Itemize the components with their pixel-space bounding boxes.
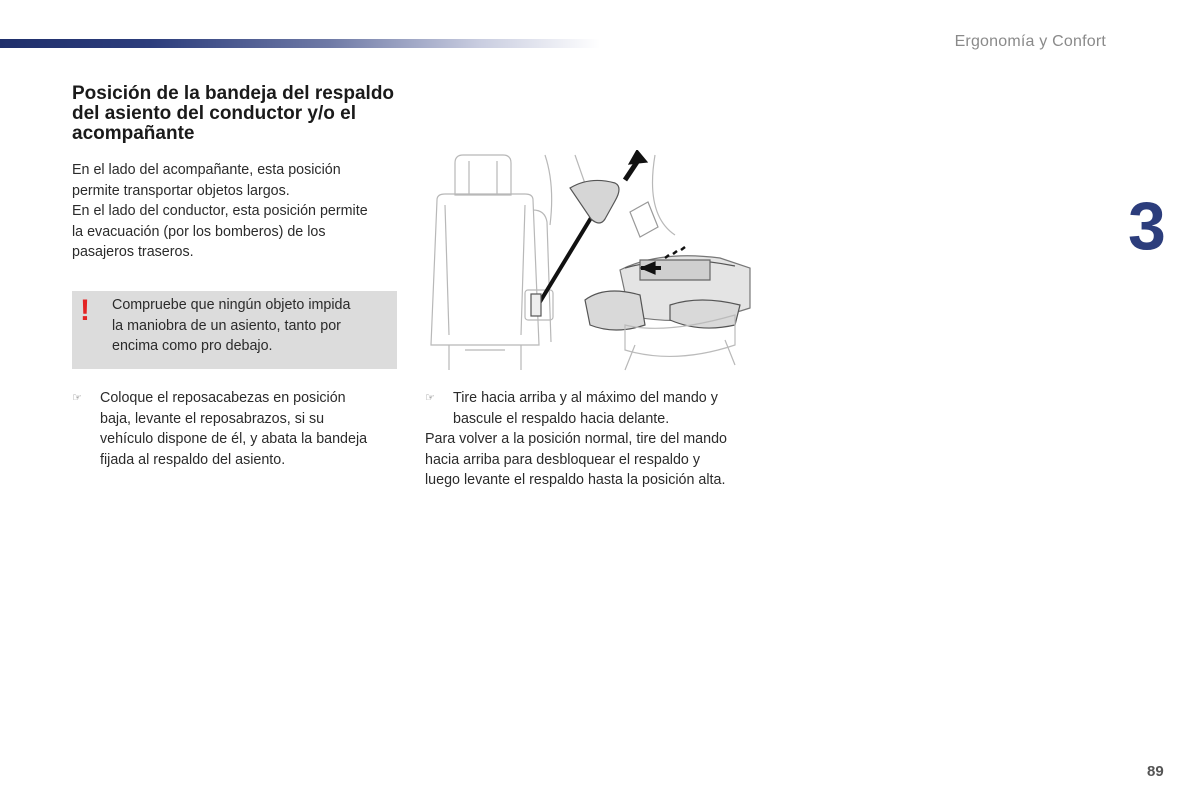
intro-line: la evacuación (por los bomberos) de los [72, 223, 326, 240]
intro-paragraph [72, 160, 402, 263]
note-line: luego levante el respaldo hasta la posición alta. [425, 472, 726, 488]
warning-line: Compruebe que ningún objeto impida [112, 297, 351, 313]
folded-seat [545, 150, 750, 370]
step-line: bascule el respaldo hacia delante. [453, 410, 670, 427]
warning-line: la maniobra de un asiento, tanto por [112, 317, 341, 334]
pointing-hand-icon: ☞ [72, 392, 82, 404]
intro-line: En el lado del conductor, esta posición permite [72, 203, 368, 219]
intro-line: permite transportar objetos largos. [72, 182, 290, 199]
page-number: 89 [1147, 763, 1164, 780]
step-line: baja, levante el reposabrazos, si su [100, 410, 325, 427]
intro-line: En el lado del acompañante, esta posición [72, 162, 341, 178]
note-paragraph [425, 429, 765, 491]
step-right [425, 388, 755, 429]
note-line: Para volver a la posición normal, tire del mando [425, 431, 727, 447]
seat-outline [431, 155, 553, 370]
header-accent-bar [0, 39, 600, 48]
note-line: hacia arriba para desbloquear el respaldo y [425, 451, 700, 468]
pointing-hand-icon: ☞ [425, 392, 435, 404]
step-line: Tire hacia arriba y al máximo del mando y [453, 390, 718, 406]
chapter-number: 3 [1128, 188, 1166, 264]
section-title: Ergonomía y Confort [954, 33, 1106, 50]
seat-tray-illustration [425, 150, 760, 375]
step-line: fijada al respaldo del asiento. [100, 451, 286, 468]
intro-line: pasajeros traseros. [72, 244, 194, 260]
page-heading: Posición de la bandeja del respaldo del asiento del conductor y/o el acompañante [72, 83, 395, 144]
step-line: Coloque el reposacabezas en posición [100, 390, 346, 406]
warning-line: encima como pro debajo. [112, 338, 273, 354]
exclamation-icon: ! [80, 294, 90, 327]
step-line: vehículo dispone de él, y abata la bandeja [100, 431, 368, 447]
warning-box [72, 291, 397, 369]
warning-text [112, 295, 387, 357]
step-left [72, 388, 397, 470]
